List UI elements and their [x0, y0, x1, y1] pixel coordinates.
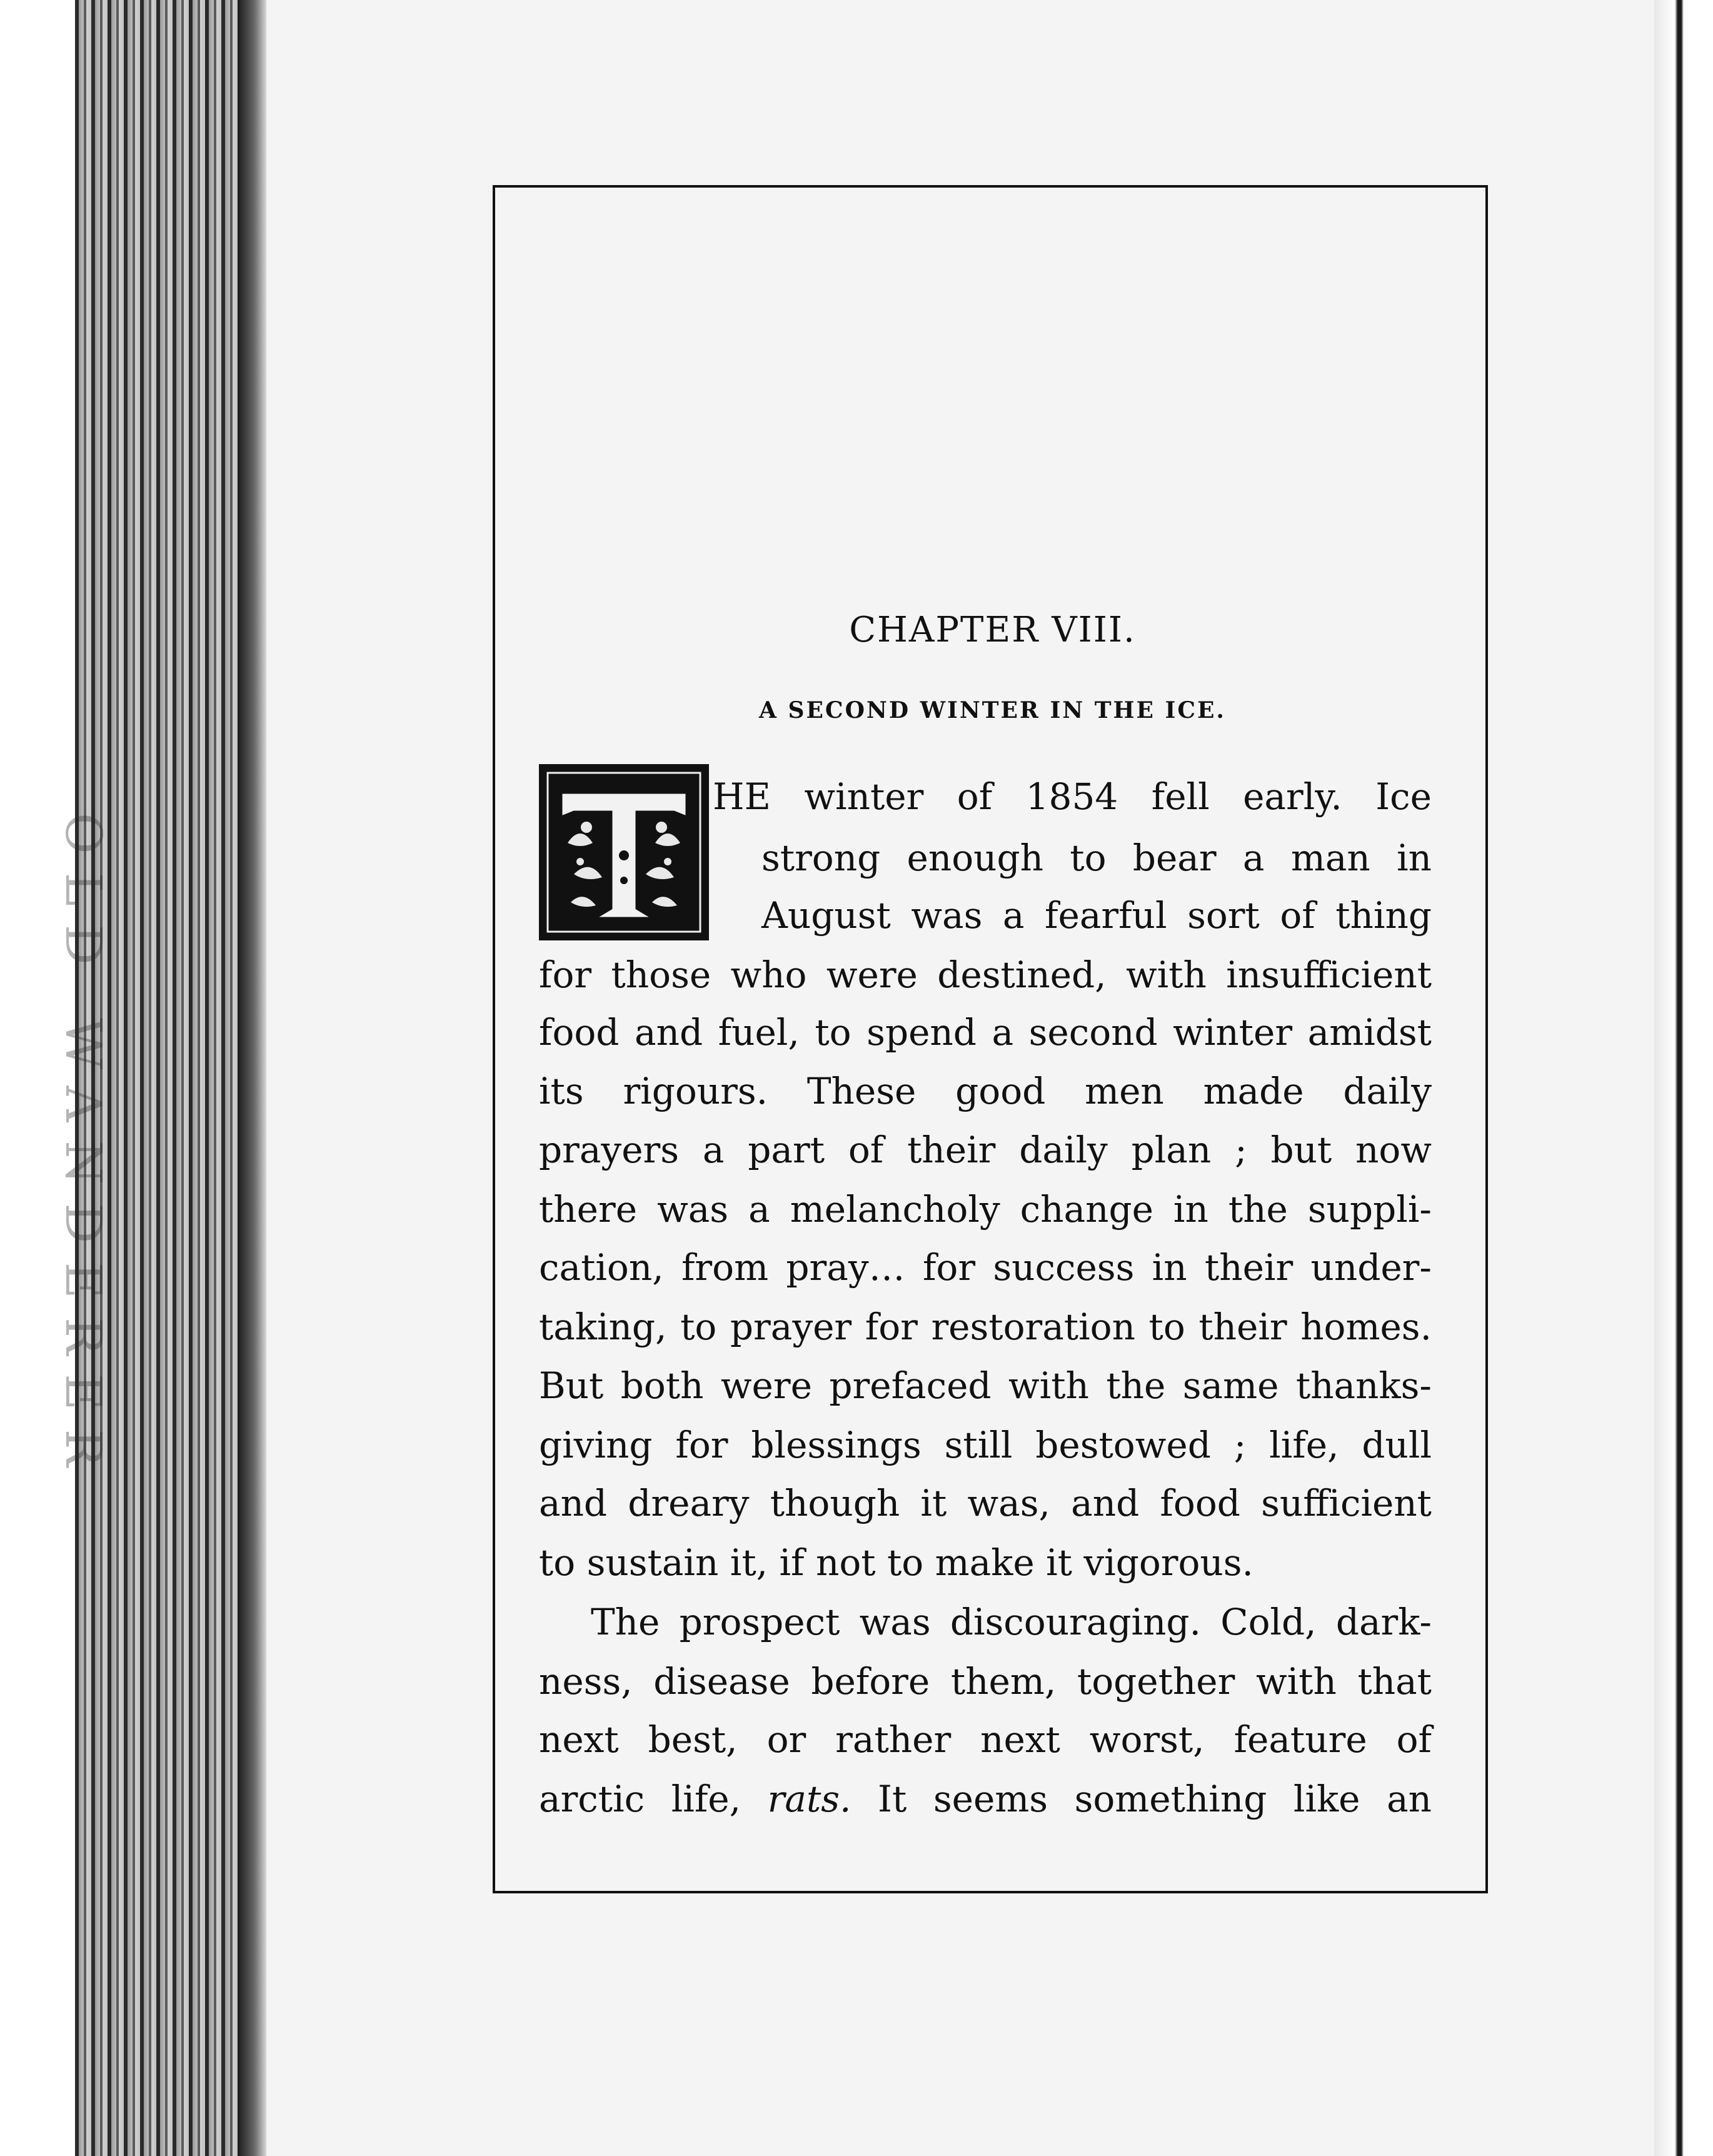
text-line: next best, or rather next worst, feature of — [539, 1718, 1432, 1761]
text-line: HE winter of 1854 fell early. Ice — [713, 775, 1432, 818]
facing-page-edge — [1654, 0, 1713, 2156]
text-line: ness, disease before them, together with that — [539, 1660, 1432, 1703]
italic-word: rats. — [767, 1778, 851, 1820]
chapter-subheading: A SECOND WINTER IN THE ICE. — [759, 697, 1226, 723]
text-span: It seems something like an — [851, 1778, 1432, 1820]
spine-text: OLD WANDERER — [54, 813, 113, 1486]
text-line: its rigours. These good men made daily — [539, 1070, 1432, 1112]
text-line: food and fuel, to spend a second winter amidst — [539, 1011, 1432, 1054]
text-line: The prospect was discouraging. Cold, dark- — [591, 1601, 1432, 1643]
text-line: August was a fearful sort of thing — [761, 894, 1432, 937]
text-line: for those who were destined, with insufficient — [539, 954, 1432, 996]
text-line: cation, from pray… for success in their under- — [539, 1246, 1432, 1289]
text-line: and dreary though it was, and food sufficient — [539, 1482, 1432, 1524]
text-line: there was a melancholy change in the suppli- — [539, 1188, 1432, 1231]
ornamental-drop-cap — [539, 764, 709, 940]
drop-cap-t-icon — [543, 768, 705, 937]
text-line: to sustain it, if not to make it vigorous. — [539, 1541, 1253, 1584]
text-line: taking, to prayer for restoration to their homes. — [539, 1306, 1432, 1348]
gutter-shadow — [238, 0, 266, 2156]
chapter-heading: CHAPTER VIII. — [849, 610, 1136, 650]
text-line: But both were prefaced with the same thanks- — [539, 1364, 1432, 1407]
text-line: prayers a part of their daily plan ; but now — [539, 1129, 1432, 1171]
text-line — [539, 1778, 1432, 1820]
text-span: arctic life, — [539, 1778, 768, 1820]
text-line: giving for blessings still bestowed ; life, dull — [539, 1424, 1432, 1466]
text-line: strong enough to bear a man in — [761, 837, 1432, 879]
